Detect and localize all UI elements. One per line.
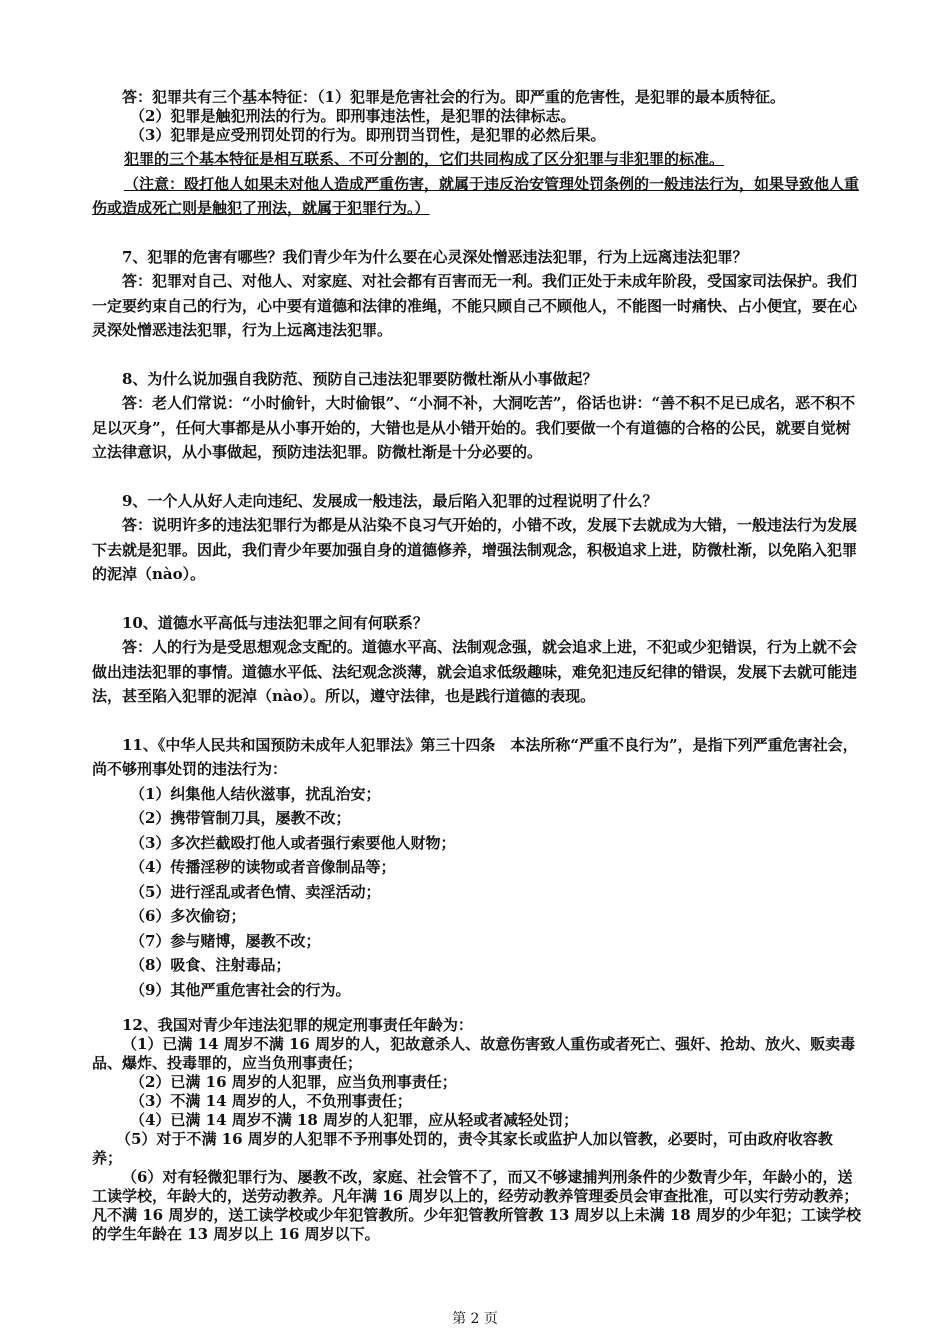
list-item: （5）进行淫乱或者色情、卖淫活动；: [130, 882, 381, 901]
answer-7: 答：犯罪对自己、对他人、对家庭、对社会都有百害而无一利。我们正处于未成年阶段，受国家司法保护。我们一定要约束自己的行为，心中要有道德和法律的准绳，不能只顾自己不顾他人，不能图一时痛快、占小便宜，要在心灵深处憎恶违法犯罪，行为上远离违法犯罪。: [92, 272, 858, 339]
document-page: [92, 88, 862, 1244]
question-11: 11、《中华人民共和国预防未成年人犯罪法》第三十四条 本法所称“严重不良行为”，是指下列严重危害社会，尚不够刑事处罚的违法行为：: [92, 735, 858, 778]
note-text: （注意：殴打他人如果未对他人造成严重伤害，就属于违反治安管理处罚条例的一般违法行为，如果导致他人重伤或造成死亡则是触犯了刑法，就属于犯罪行为。）: [92, 174, 860, 217]
age-rule-1: （1）已满 14 周岁不满 16 周岁的人，犯故意杀人、故意伤害致人重伤或者死亡、强奸、抢劫、放火、贩卖毒品、爆炸、投毒罪的，应当负刑事责任；: [92, 1035, 856, 1072]
list-item: （8）吸食、注射毒品；: [130, 956, 291, 974]
section-11: [92, 733, 862, 1003]
section-8: [92, 367, 862, 465]
section-10: [92, 611, 862, 709]
behavior-list: [92, 782, 862, 1003]
summary-line: 犯罪的三个基本特征是相互联系、不可分割的，它们共同构成了区分犯罪与非犯罪的标准。: [124, 150, 725, 168]
answer-line: 答：犯罪共有三个基本特征：（1）犯罪是危害社会的行为。即严重的危害性，是犯罪的最本质特征。: [122, 88, 785, 106]
list-item: （6）多次偷窃；: [130, 907, 246, 925]
age-rule-4: （4）已满 14 周岁不满 18 周岁的人犯罪，应从轻或者减轻处罚；: [130, 1111, 579, 1129]
age-rule-6: （6）对有轻微犯罪行为、屡教不改，家庭、社会管不了，而又不够逮捕判刑条件的少数青少年，年龄小的，送工读学校，年龄大的，送劳动教养。凡年满 16 周岁以上的，经劳动教养管理委员会审查批准，可以实行劳动教养；凡不满 16 周岁的，送工读学校或少年犯管教所。少年犯管教所管教 13 周岁以上未满 18 周岁的少年犯；工读学校的学生年龄在 13 周岁以上 16 周岁以下。: [92, 1168, 861, 1243]
question-8: 8、为什么说加强自我防范、预防自己违法犯罪要防微杜渐从小事做起？: [122, 369, 598, 388]
list-item: （2）携带管制刀具，屡教不改；: [130, 809, 351, 827]
list-item: （9）其他严重危害社会的行为。: [130, 980, 351, 999]
question-7: 7、犯罪的危害有哪些？我们青少年为什么要在心灵深处憎恶违法犯罪，行为上远离违法犯罪？: [122, 247, 748, 266]
question-12: 12、我国对青少年违法犯罪的规定刑事责任年龄为：: [122, 1016, 473, 1034]
age-rule-2: （2）已满 16 周岁的人犯罪，应当负刑事责任；: [130, 1073, 457, 1091]
section-7: [92, 245, 862, 343]
list-item: （3）多次拦截殴打他人或者强行索要他人财物；: [130, 833, 456, 852]
question-9: 9、一个人从好人走向违纪、发展成一般违法，最后陷入犯罪的过程说明了什么？: [122, 491, 658, 510]
answer-10: 答：人的行为是受思想观念支配的。道德水平高、法制观念强，就会追求上进，不犯或少犯错误，行为上就不会做出违法犯罪的事情。道德水平低、法纪观念淡薄，就会追求低级趣味，难免犯违反纪律的错误，发展下去就可能违法，甚至陷入犯罪的泥淖（nào）。所以，遵守法律，也是践行道德的表现。: [92, 638, 858, 705]
section-12: [92, 1016, 862, 1244]
page-number: 第 2 页: [452, 1311, 498, 1327]
list-item: （1）纠集他人结伙滋事，扰乱治安；: [130, 784, 381, 803]
section-6-answer: [92, 88, 862, 221]
answer-line: （3）犯罪是应受刑罚处罚的行为。即刑罚当罚性，是犯罪的必然后果。: [130, 126, 606, 144]
age-rule-5: （5）对于不满 16 周岁的人犯罪不予刑事处罚的，责令其家长或监护人加以管教，必要时，可由政府收容教养；: [92, 1130, 833, 1167]
age-rule-3: （3）不满 14 周岁的人，不负刑事责任；: [130, 1092, 412, 1110]
section-9: [92, 489, 862, 587]
answer-9: 答：说明许多的违法犯罪行为都是从沾染不良习气开始的，小错不改，发展下去就成为大错，一般违法行为发展下去就是犯罪。因此，我们青少年要加强自身的道德修养，增强法制观念，积极追求上进，防微杜渐，以免陷入犯罪的泥淖（nào）。: [92, 516, 858, 583]
answer-line: （2）犯罪是触犯刑法的行为。即刑事违法性，是犯罪的法律标志。: [130, 107, 576, 125]
answer-8: 答：老人们常说：“小时偷针，大时偷银”、“小洞不补，大洞吃苦”，俗话也讲：“善不积不足已成名，恶不积不足以灭身”，任何大事都是从小事开始的，大错也是从小错开始的。我们要做一个有道德的合格的公民，就要自觉树立法律意识，从小事做起，预防违法犯罪。防微杜渐是十分必要的。: [92, 394, 856, 461]
question-10: 10、道德水平高低与违法犯罪之间有何联系？: [122, 613, 428, 632]
list-item: （4）传播淫秽的读物或者音像制品等；: [130, 858, 396, 876]
list-item: （7）参与赌博，屡教不改；: [130, 931, 321, 950]
